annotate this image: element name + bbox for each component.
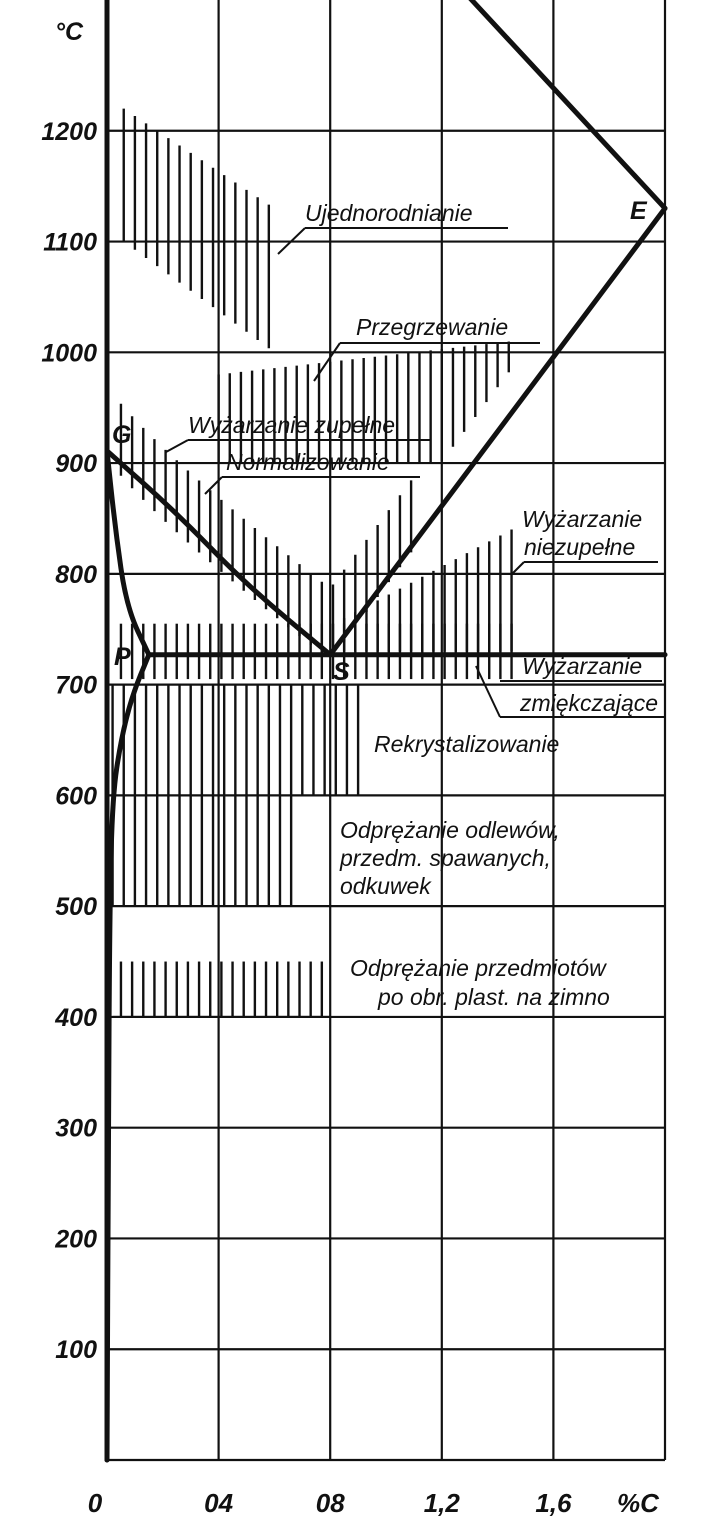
label-odprezanie-odlewow-3: odkuwek <box>340 873 431 899</box>
y-tick-label: 500 <box>55 893 97 922</box>
y-tick-label: 700 <box>55 671 97 700</box>
point-g-label: G <box>112 421 132 449</box>
label-ujednorodnianie: Ujednorodnianie <box>305 200 473 226</box>
label-odprezanie-odlewow-2: przedm. spawanych, <box>340 845 551 871</box>
label-odprezanie-przedmiotow-1: Odprężanie przedmiotów <box>350 955 606 981</box>
label-wyzarzanie-zmiekczajace-1: Wyżarzanie <box>522 653 643 679</box>
y-tick-label: 800 <box>55 560 97 589</box>
leader-wyzarzanie-zmiekczajace-arrow <box>476 666 500 717</box>
y-tick-label: 200 <box>55 1225 97 1254</box>
y-tick-label: 1000 <box>41 339 97 368</box>
label-normalizowanie: Normalizowanie <box>226 449 390 475</box>
point-s-label: S <box>333 658 350 686</box>
label-rekrystalizowanie: Rekrystalizowanie <box>374 731 560 757</box>
x-tick-label: 08 <box>315 1488 345 1518</box>
leader-przegrzewanie-arrow <box>314 343 340 381</box>
label-wyzarzanie-zmiekczajace-2: zmiękczające <box>520 690 659 716</box>
label-odprezanie-odlewow-1: Odprężanie odlewów, <box>340 817 560 843</box>
x-axis-unit: %C <box>617 1488 659 1518</box>
leader-wyzarzanie-niezupelne-arrow <box>512 562 524 574</box>
label-wyzarzanie-niezupelne-2: niezupełne <box>524 534 636 560</box>
x-tick-label: 1,6 <box>535 1488 572 1518</box>
leader-wyzarzanie-zupelne-arrow <box>166 440 188 452</box>
x-tick-label: 04 <box>204 1488 234 1518</box>
label-przegrzewanie: Przegrzewanie <box>356 314 509 340</box>
point-p-label: P <box>114 643 131 671</box>
y-tick-label: 1200 <box>41 117 97 146</box>
y-tick-label: 600 <box>55 782 97 811</box>
label-odprezanie-przedmiotow-2: po obr. plast. na zimno <box>378 984 610 1010</box>
y-tick-label: 1100 <box>43 228 97 257</box>
y-tick-label: 900 <box>55 450 97 479</box>
x-tick-label: 0 <box>87 1488 103 1518</box>
y-tick-label: 400 <box>55 1003 97 1032</box>
x-tick-label: 1,2 <box>423 1488 460 1518</box>
point-e-label: E <box>630 197 647 225</box>
treatment-hatching <box>113 109 512 1017</box>
label-wyzarzanie-niezupelne-1: Wyżarzanie <box>522 506 643 532</box>
y-axis-unit: °C <box>55 18 84 46</box>
label-wyzarzanie-zupelne: Wyżarzanie zupełne <box>188 412 396 438</box>
phase-line-pq <box>107 655 149 1460</box>
y-tick-label: 300 <box>55 1114 97 1143</box>
phase-line-liquidus <box>470 0 665 208</box>
y-tick-label: 100 <box>55 1336 97 1365</box>
